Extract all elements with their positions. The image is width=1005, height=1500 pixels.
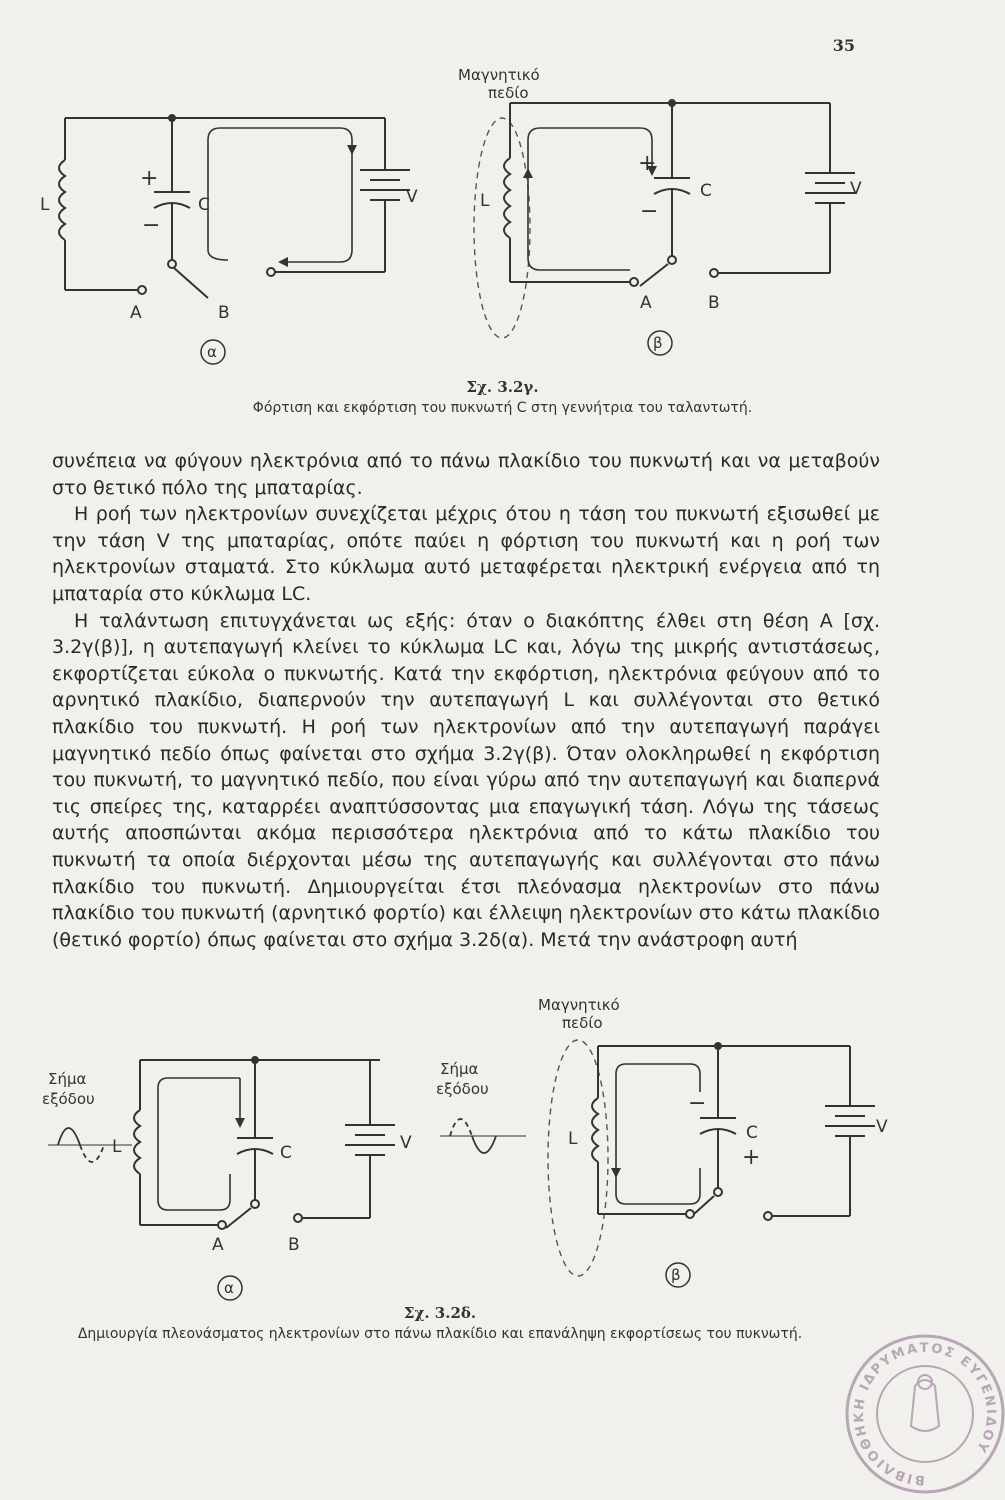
magnetic-field-label-line1: Μαγνητικό: [538, 996, 620, 1014]
capacitor-label: C: [700, 181, 712, 201]
circuit-diagram-alpha-d: [40, 1050, 430, 1310]
paragraph-1: συνέπεια να φύγουν ηλεκτρόνια από το πάνω πλακίδιο του πυκνωτή και να μεταβούν στο θετικό πόλο της μπαταρίας.: [52, 450, 880, 499]
page-number: 35: [832, 36, 855, 55]
voltage-label: V: [876, 1117, 888, 1137]
figure-3-2d-caption: [0, 1304, 880, 1342]
capacitor-label: C: [280, 1143, 292, 1163]
capacitor-label: C: [746, 1123, 758, 1143]
paragraph-3: Η ταλάντωση επιτυγχάνεται ως εξής: όταν ο διακόπτης έλθει στη θέση Α [σχ. 3.2γ(β)], η αυτεπαγωγή κλείνει το κύκλωμα LC και, λόγω της μικρής αντιστάσεως, εκφορτίζεται εύκολα ο πυκνωτής. Κατά την εκφόρτιση, ηλεκτρόνια φεύγουν από το αρνητικό πλακίδιο, διαπερνούν την αυτεπαγωγή L και συλλέγονται στο θετικό πλακίδιο του πυκνωτή. Η ροή των ηλεκτρονίων από την αυτεπαγωγή παράγει μαγνητικό πεδίο όπως φαίνεται στο σχήμα 3.2γ(β). Όταν ολοκληρωθεί η εκφόρτιση του πυκνωτή, το μαγνητικό πεδίο, που είναι γύρω από την αυτεπαγωγή και διαπερνά τις σπείρες της, καταρρέει αναπτύσσοντας μια επαγωγική τάση. Λόγω της τάσεως αυτής αποσπώνται ακόμα περισσότερα ηλεκτρόνια από το κάτω πλακίδιο του πυκνωτή τα οποία διέρχονται μέσω της αυτεπαγωγής και συλλέγονται στο πάνω πλακίδιο του πυκνωτή. Δημιουργείται έτσι πλεόνασμα ηλεκτρονίων στο πάνω πλακίδιο του πυκνωτή (αρνητικό φορτίο) και έλλειψη ηλεκτρονίων στο κάτω πλακίδιο (θετικό φορτίο) όπως φαίνεται στο σχήμα 3.2δ(α). Μετά την ανάστροφη αυτή: [52, 609, 880, 951]
output-signal-label-line1: Σήμα: [440, 1060, 479, 1078]
switch-a-label: A: [130, 303, 142, 323]
inductor-label: L: [112, 1137, 122, 1157]
magnetic-field-label-line2: πεδίο: [562, 1014, 603, 1032]
library-stamp: [835, 1326, 1005, 1500]
circuit-diagram-beta-d: [430, 988, 900, 1298]
inductor-label: L: [568, 1129, 578, 1149]
output-signal-label-line1: Σήμα: [48, 1070, 87, 1088]
switch-a-label: A: [212, 1235, 224, 1255]
library-stamp-seal: [835, 1326, 1005, 1496]
inductor-label: L: [40, 195, 50, 215]
caption-title: Σχ. 3.2γ.: [466, 378, 539, 396]
circuit-diagram-beta: [440, 58, 860, 358]
circuit-diagram-alpha: [30, 100, 418, 370]
magnetic-field-label-line1: Μαγνητικό: [458, 66, 540, 84]
paragraph-2: Η ροή των ηλεκτρονίων συνεχίζεται μέχρις ότου η τάση του πυκνωτή εξισωθεί με την τάση V της μπαταρίας, οπότε παύει η φόρτιση του πυκνωτή και η ροή των ηλεκτρονίων σταματά. Στο κύκλωμα αυτό μεταφέρεται ηλεκτρική ενέργεια από τη μπαταρία στο κύκλωμα LC.: [52, 503, 880, 605]
figure-3-2d-beta: [430, 988, 900, 1298]
output-signal-label-line2: εξόδου: [436, 1080, 489, 1098]
output-signal-label-line2: εξόδου: [42, 1090, 95, 1108]
figure-3-2g-beta: [440, 58, 860, 358]
panel-beta-label: β: [653, 334, 663, 352]
caption-text: Δημιουργία πλεονάσματος ηλεκτρονίων στο πάνω πλακίδιο και επανάληψη εκφορτίσεως του πυκνωτή.: [77, 1326, 803, 1342]
figure-3-2g-alpha: [30, 100, 418, 370]
plus-sign: +: [140, 166, 159, 191]
minus-sign: −: [142, 213, 161, 238]
svg-text:ΒΙΒΛΙΟΘΗΚΗ ΙΔΡΥΜΑΤΟΣ ΕΥΓΕΝΙΔΟΥ: [852, 1341, 998, 1487]
plus-sign: +: [638, 151, 657, 176]
inductor-label: L: [480, 191, 490, 211]
caption-text: Φόρτιση και εκφόρτιση του πυκνωτή C στη γεννήτρια του ταλαντωτή.: [252, 400, 753, 416]
panel-beta-label: β: [671, 1266, 681, 1284]
output-signal-wave: [440, 1119, 526, 1153]
switch-b-label: B: [218, 303, 230, 323]
stamp-text: ΒΙΒΛΙΟΘΗΚΗ ΙΔΡΥΜΑΤΟΣ ΕΥΓΕΝΙΔΟΥ: [851, 1340, 999, 1488]
plus-sign: +: [742, 1145, 761, 1170]
magnetic-field-ellipse: [474, 118, 530, 338]
voltage-label: V: [406, 187, 418, 207]
body-text: [52, 448, 880, 953]
panel-alpha-label: α: [224, 1279, 234, 1297]
switch-b-label: B: [288, 1235, 300, 1255]
capacitor-label: C: [198, 195, 210, 215]
magnetic-field-label-line2: πεδίο: [488, 84, 529, 102]
minus-sign: −: [640, 199, 659, 224]
panel-alpha-label: α: [207, 343, 217, 361]
switch-b-label: B: [708, 293, 720, 313]
figure-3-2g-caption: [0, 378, 1005, 416]
caption-title: Σχ. 3.2δ.: [403, 1304, 477, 1322]
switch-a-label: A: [640, 293, 652, 313]
minus-sign: −: [688, 1091, 707, 1116]
voltage-label: V: [850, 179, 862, 199]
figure-3-2d-alpha: [40, 1050, 430, 1310]
voltage-label: V: [400, 1133, 412, 1153]
